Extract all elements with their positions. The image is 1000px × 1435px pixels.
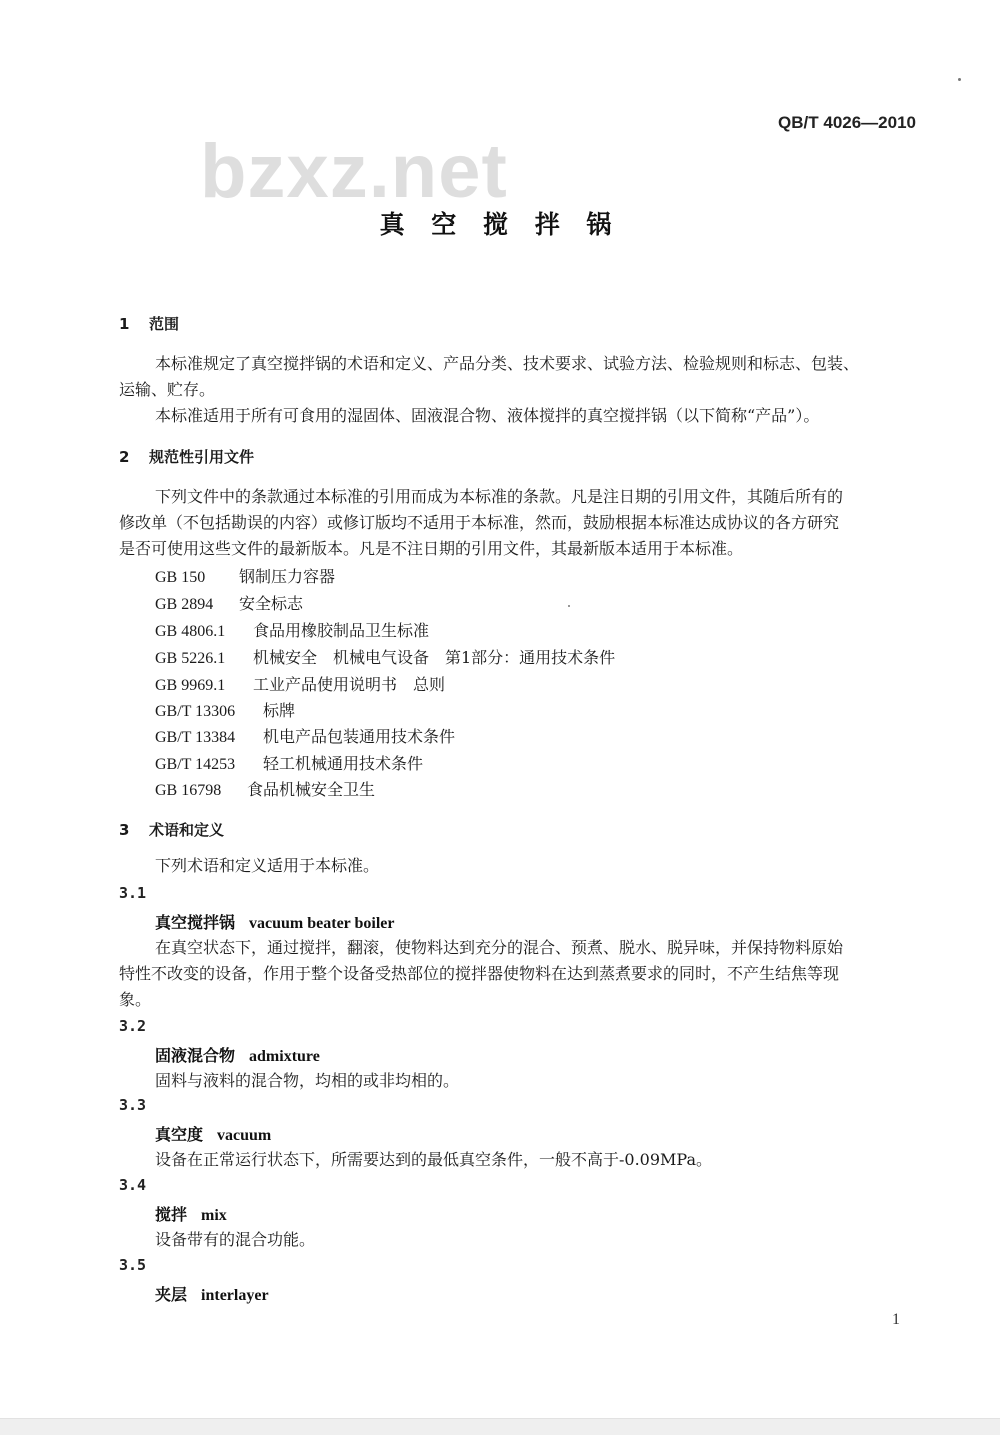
definition-line: 固料与液料的混合物，均相的或非均相的。 [155,1071,460,1090]
paragraph-line: 本标准适用于所有可食用的湿固体、固液混合物、液体搅拌的真空搅拌锅（以下简称“产品”）。 [155,406,820,425]
watermark: bzxz.net [200,129,508,214]
term-zh: 真空搅拌锅 [155,913,236,932]
paragraph-line: 本标准规定了真空搅拌锅的术语和定义、产品分类、技术要求、试验方法、检验规则和标志、包装、 [155,354,860,373]
reference-code: GB 16798 [155,782,222,799]
reference-code: GB/T 13306 [155,703,236,720]
definition-line: 设备在正常运行状态下，所需要达到的最低真空条件，一般不高于-0.09MPa。 [155,1150,713,1169]
term-zh: 夹层 [155,1285,188,1304]
term-en: vacuum [217,1127,272,1144]
reference-code: GB/T 13384 [155,729,236,746]
term-zh: 搅拌 [155,1205,188,1224]
viewer-bottom-bar [0,1418,1000,1435]
reference-title: 轻工机械通用技术条件 [263,754,424,773]
reference-code: GB 150 [155,569,206,586]
clause-number: 3.2 [119,1017,147,1035]
section-number: 3 [119,821,130,839]
reference-item [155,564,335,587]
section-heading [119,819,224,840]
reference-code: GB/T 14253 [155,756,236,773]
reference-title: 食品机械安全卫生 [247,780,376,799]
section-title: 规范性引用文件 [149,448,255,466]
reference-item [155,591,303,614]
scan-speck [568,605,570,607]
reference-title: 机械安全 机械电气设备 第1部分：通用技术条件 [253,648,616,667]
reference-code: GB 9969.1 [155,677,226,694]
reference-item [155,645,615,668]
reference-title: 机电产品包装通用技术条件 [263,727,456,746]
page-number: 1 [892,1311,900,1328]
term-zh: 固液混合物 [155,1046,236,1065]
term-zh: 真空度 [155,1125,204,1144]
standard-code: QB/T 4026—2010 [778,113,916,132]
section-heading [119,313,179,334]
reference-title: 标牌 [263,701,296,720]
term-entry [155,1043,320,1066]
term-entry [155,1282,269,1305]
paragraph-line: 下列文件中的条款通过本标准的引用而成为本标准的条款。凡是注日期的引用文件，其随后所有的 [155,487,844,506]
definition-line: 特性不改变的设备，作用于整个设备受热部位的搅拌器使物料在达到蒸煮要求的同时，不产生结焦等现 [119,964,840,983]
reference-code: GB 2894 [155,596,214,613]
definition-line: 设备带有的混合功能。 [155,1230,316,1249]
paragraph-line: 下列术语和定义适用于本标准。 [155,856,380,875]
definition-line: 在真空状态下，通过搅拌，翻滚，使物料达到充分的混合、预煮、脱水、脱异味，并保持物料原始 [155,938,844,957]
reference-item [155,751,423,774]
section-number: 1 [119,315,130,333]
reference-item [155,724,455,747]
definition-line: 象。 [119,990,152,1009]
reference-item [155,777,375,800]
section-heading [119,446,254,467]
term-en: admixture [249,1048,320,1065]
clause-number: 3.5 [119,1256,147,1274]
clause-number: 3.1 [119,884,147,902]
paragraph-line: 修改单（不包括勘误的内容）或修订版均不适用于本标准，然而，鼓励根据本标准达成协议的各方研究 [119,513,840,532]
term-entry [155,910,394,933]
term-en: vacuum beater boiler [249,915,395,932]
scan-speck [958,78,961,81]
section-title: 术语和定义 [149,821,225,839]
paragraph-line: 运输、贮存。 [119,380,216,399]
reference-item [155,618,429,641]
reference-code: GB 5226.1 [155,650,226,667]
term-en: interlayer [201,1287,269,1304]
reference-title: 工业产品使用说明书 总则 [253,675,446,694]
reference-item [155,672,445,695]
clause-number: 3.4 [119,1176,147,1194]
reference-title: 安全标志 [239,594,304,613]
term-entry [155,1122,271,1145]
paragraph-line: 是否可使用这些文件的最新版本。凡是不注日期的引用文件，其最新版本适用于本标准。 [119,539,744,558]
section-number: 2 [119,448,130,466]
section-title: 范围 [149,315,180,333]
clause-number: 3.3 [119,1096,147,1114]
reference-title: 食品用橡胶制品卫生标准 [253,621,430,640]
reference-item [155,698,295,721]
term-entry [155,1202,227,1225]
reference-title: 钢制压力容器 [239,567,336,586]
document-title: 真 空 搅 拌 锅 [379,210,621,239]
term-en: mix [201,1207,227,1224]
reference-code: GB 4806.1 [155,623,226,640]
